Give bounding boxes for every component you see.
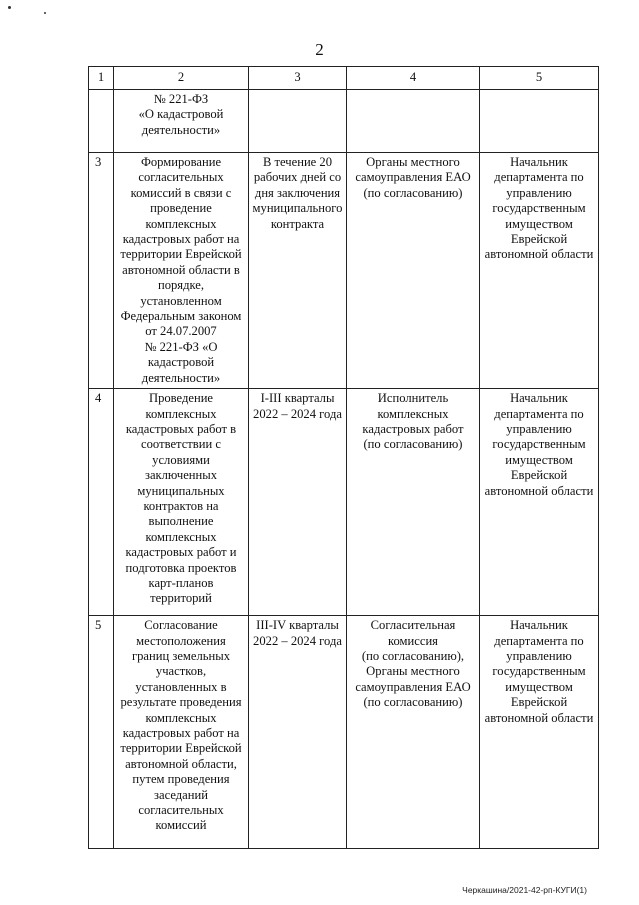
row-number: 3 (89, 153, 114, 389)
table-header-row (89, 67, 599, 90)
activity-cell: Формирование согласительных комиссий в связи с проведение комплексных кадастровых работ на территории Еврейской автономной области в порядке, установленном Федеральным законом от 24.07.2007 № 221-ФЗ «О кадастровой деятельности» (114, 153, 249, 389)
row-number (89, 90, 114, 153)
activity-cell: № 221-ФЗ «О кадастровой деятельности» (114, 90, 249, 153)
executor-cell: Исполнитель комплексных кадастровых работ (по согласованию) (347, 389, 480, 616)
term-cell (249, 90, 347, 153)
column-header: 3 (249, 67, 347, 90)
executor-cell: Согласительная комиссия (по согласованию), Органы местного самоуправления ЕАО (по согласованию) (347, 616, 480, 849)
executor-cell: Органы местного самоуправления ЕАО (по согласованию) (347, 153, 480, 389)
table-row (89, 153, 599, 389)
row-number: 4 (89, 389, 114, 616)
executor-cell (347, 90, 480, 153)
responsible-cell (480, 90, 599, 153)
column-header: 1 (89, 67, 114, 90)
activity-cell: Согласование местоположения границ земельных участков, установленных в результате проведения комплексных кадастровых работ на территории Еврейской автономной области, путем проведения заседаний согласительных комиссий (114, 616, 249, 849)
responsible-cell: Начальник департамента по управлению государственным имуществом Еврейской автономной области (480, 616, 599, 849)
column-header: 2 (114, 67, 249, 90)
plan-table (88, 66, 599, 849)
term-cell: В течение 20 рабочих дней со дня заключения муниципального контракта (249, 153, 347, 389)
responsible-cell: Начальник департамента по управлению государственным имуществом Еврейской автономной области (480, 153, 599, 389)
page-number: 2 (315, 40, 324, 59)
table-row (89, 616, 599, 849)
table-row (89, 389, 599, 616)
activity-cell: Проведение комплексных кадастровых работ в соответствии с условиями заключенных муниципальных контрактов на выполнение комплексных кадастровых работ и подготовка проектов карт-планов территорий (114, 389, 249, 616)
scan-speck (44, 12, 46, 14)
scan-speck (8, 6, 11, 9)
responsible-cell: Начальник департамента по управлению государственным имуществом Еврейской автономной области (480, 389, 599, 616)
row-number: 5 (89, 616, 114, 849)
term-cell: III-IV кварталы 2022 – 2024 года (249, 616, 347, 849)
column-header: 4 (347, 67, 480, 90)
document-footer-code: Черкашина/2021-42-рп-КУГИ(1) (462, 885, 587, 895)
column-header: 5 (480, 67, 599, 90)
term-cell: I-III кварталы 2022 – 2024 года (249, 389, 347, 616)
table-row (89, 90, 599, 153)
